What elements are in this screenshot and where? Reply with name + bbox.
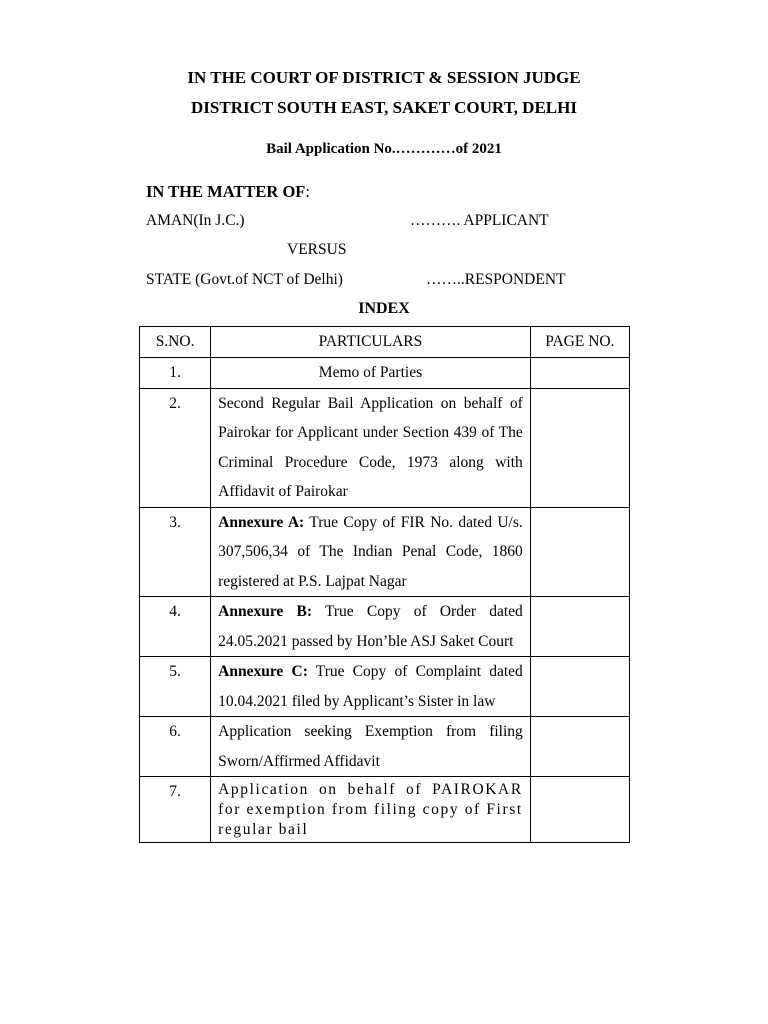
row-particulars: Application seeking Exemption from filing Sworn/Affirmed Affidavit (211, 717, 531, 777)
row-page-no (530, 717, 629, 777)
row-sno: 1. (140, 358, 211, 389)
row-particulars (211, 657, 531, 717)
table-row (140, 657, 630, 717)
matter-colon: : (305, 182, 310, 201)
row-particulars (211, 597, 531, 657)
applicant-name: AMAN(In J.C.) (146, 212, 245, 229)
row-particulars: Second Regular Bail Application on behalf of Pairokar for Applicant under Section 439 of The Criminal Procedure Code, 1973 along with Affidavit of Pairokar (211, 388, 531, 507)
row-text: True Copy of Complaint dated 10.04.2021 filed by Applicant’s Sister in law (218, 663, 523, 710)
row-page-no (530, 358, 629, 389)
matter-label: IN THE MATTER OF (146, 182, 306, 201)
respondent-role: ……..RESPONDENT (426, 271, 566, 288)
row-sno: 4. (140, 597, 211, 657)
table-row (140, 388, 630, 507)
table-row (140, 777, 630, 843)
row-text: True Copy of Order dated 24.05.2021 passed by Hon’ble ASJ Saket Court (218, 603, 523, 650)
respondent-name: STATE (Govt.of NCT of Delhi) (146, 271, 343, 288)
table-header-row (140, 327, 630, 358)
row-text: True Copy of FIR No. dated U/s. 307,506,34 of The Indian Penal Code, 1860 registered at P.S. Lajpat Nagar (218, 513, 523, 590)
row-particulars (211, 507, 531, 597)
court-title-line2: DISTRICT SOUTH EAST, SAKET COURT, DELHI (191, 98, 577, 117)
annexure-label: Annexure C: (218, 663, 308, 680)
annexure-label: Annexure A: (218, 513, 305, 531)
row-sno: 2. (140, 388, 211, 507)
row-page-no (530, 597, 629, 657)
column-header-particulars: PARTICULARS (211, 327, 531, 358)
row-page-no (530, 507, 629, 597)
row-particulars: Application on behalf of PAIROKAR for exemption from filing copy of First regular bail (211, 777, 531, 843)
in-the-matter-of (146, 182, 310, 202)
applicant-role: ………. APPLICANT (410, 212, 549, 229)
court-title-line1: IN THE COURT OF DISTRICT & SESSION JUDGE (187, 68, 581, 87)
table-row (140, 507, 630, 597)
index-title: INDEX (358, 300, 410, 317)
row-sno: 7. (140, 777, 211, 843)
row-page-no (530, 388, 629, 507)
table-row (140, 597, 630, 657)
row-sno: 5. (140, 657, 211, 717)
column-header-sno: S.NO. (140, 327, 211, 358)
row-sno: 6. (140, 717, 211, 777)
row-sno: 3. (140, 507, 211, 597)
table-row (140, 358, 630, 389)
annexure-label: Annexure B: (218, 603, 313, 620)
versus-label: VERSUS (287, 241, 347, 258)
row-particulars: Memo of Parties (211, 358, 531, 389)
row-page-no (530, 777, 629, 843)
row-page-no (530, 657, 629, 717)
bail-application-number: Bail Application No.…………of 2021 (266, 141, 502, 157)
index-table (139, 326, 630, 843)
table-row (140, 717, 630, 777)
column-header-page-no: PAGE NO. (530, 327, 629, 358)
